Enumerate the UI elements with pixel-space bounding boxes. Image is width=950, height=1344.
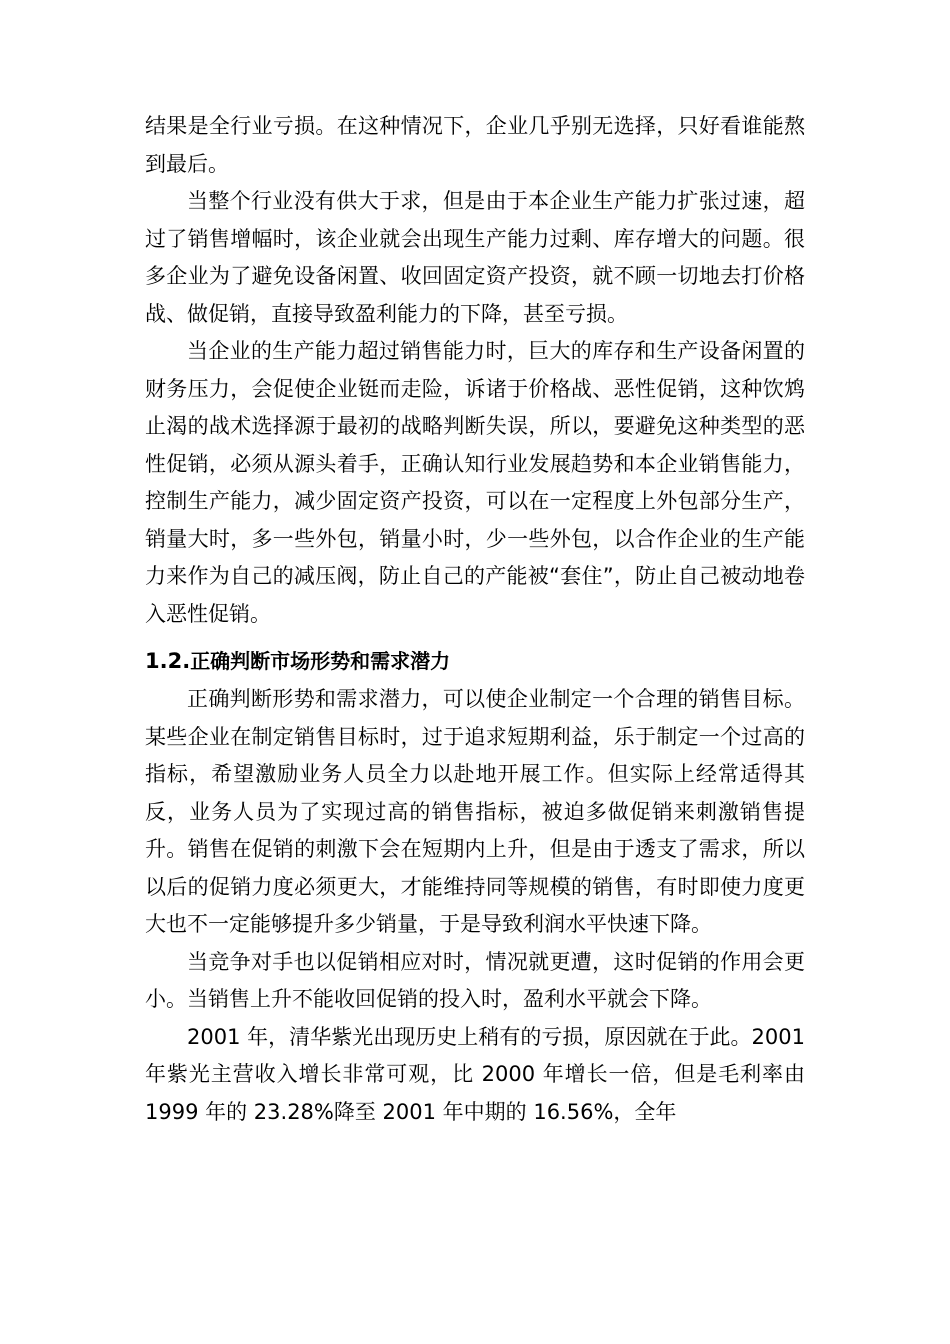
document-page — [145, 108, 805, 1131]
paragraph-4: 正确判断形势和需求潜力，可以使企业制定一个合理的销售目标。某些企业在制定销售目标时，过于追求短期利益，乐于制定一个过高的指标，希望激励业务人员全力以赴地开展工作。但实际上经常适得其反，业务人员为了实现过高的销售指标，被迫多做促销来刺激销售提升。销售在促销的刺激下会在短期内上升，但是由于透支了需求，所以以后的促销力度必须更大，才能维持同等规模的销售，有时即使力度更大也不一定能够提升多少销量，于是导致利润水平快速下降。 — [145, 687, 805, 936]
paragraph-6: 2001 年，清华紫光出现历史上稍有的亏损，原因就在于此。2001 年紫光主营收入增长非常可观，比 2000 年增长一倍，但是毛利率由 1999 年的 23.28%降至 2001 年中期的 16.56%，全年 — [145, 1024, 805, 1124]
section-heading — [145, 641, 805, 681]
paragraph-3: 当企业的生产能力超过销售能力时，巨大的库存和生产设备闲置的财务压力，会促使企业铤而走险，诉诸于价格战、恶性促销，这种饮鸩止渴的战术选择源于最初的战略判断失误，所以，要避免这种类型的恶性促销，必须从源头着手，正确认知行业发展趋势和本企业销售能力，控制生产能力，减少固定资产投资，可以在一定程度上外包部分生产，销量大时，多一些外包，销量小时，少一些外包，以合作企业的生产能力来作为自己的减压阀，防止自己的产能被“套住”，防止自己被动地卷入恶性促销。 — [145, 339, 805, 626]
section-title: 正确判断市场形势和需求潜力 — [190, 649, 451, 673]
paragraph-1: 结果是全行业亏损。在这种情况下，企业几乎别无选择，只好看谁能熬到最后。 — [145, 114, 805, 176]
section-number: 1.2. — [145, 649, 191, 673]
paragraph-2: 当整个行业没有供大于求，但是由于本企业生产能力扩张过速，超过了销售增幅时，该企业就会出现生产能力过剩、库存增大的问题。很多企业为了避免设备闲置、收回固定资产投资，就不顾一切地去打价格战、做促销，直接导致盈利能力的下降，甚至亏损。 — [145, 189, 805, 326]
paragraph-5: 当竞争对手也以促销相应对时，情况就更遭，这时促销的作用会更小。当销售上升不能收回促销的投入时，盈利水平就会下降。 — [145, 949, 805, 1011]
